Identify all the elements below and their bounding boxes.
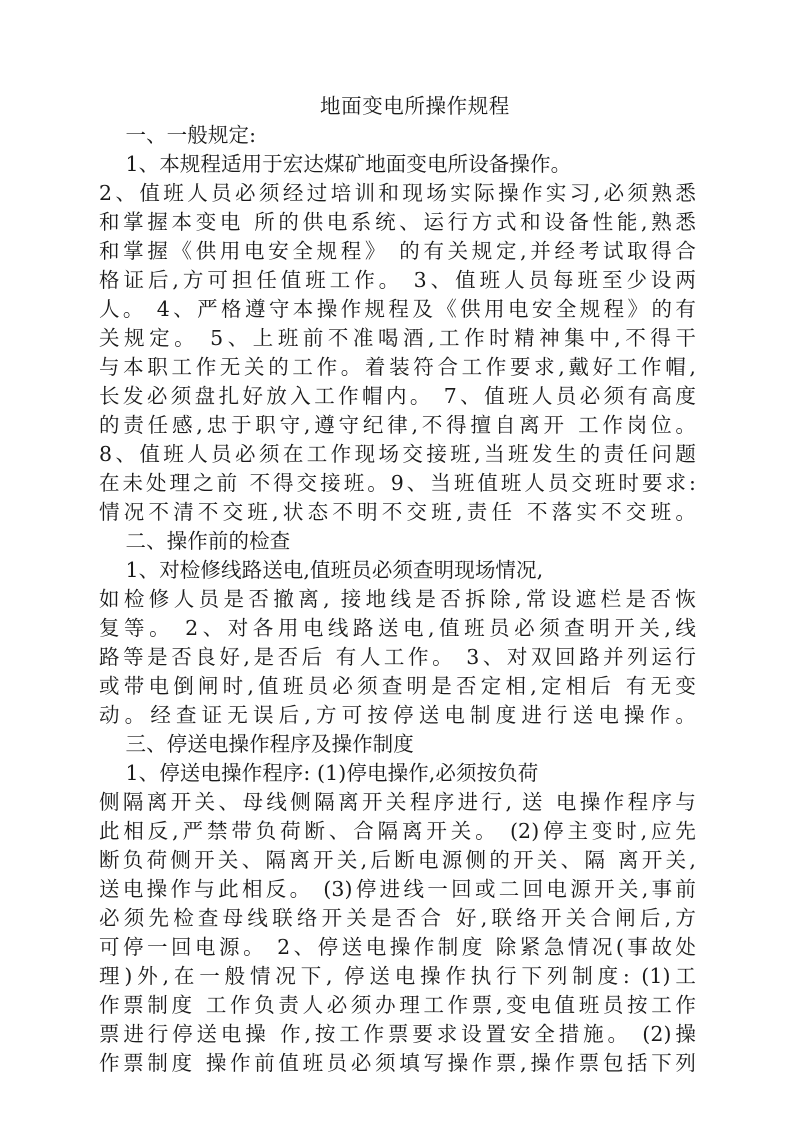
text-line: 在未处理之前 不得交接班。9、当班值班人员交班时要求:: [99, 471, 696, 495]
text-line: 可停一回电源。 2、停送电操作制度 除紧急情况(事故处: [99, 935, 696, 959]
text-line: 8、值班人员必须在工作现场交接班,当班发生的责任问题: [99, 442, 696, 466]
text-line: 此相反,严禁带负荷断、合隔离开关。 (2)停主变时,应先: [99, 819, 696, 843]
text-line: 二、操作前的检查: [99, 529, 291, 553]
text-line: 和掌握《供用电安全规程》 的有关规定,并经考试取得合: [99, 239, 696, 263]
text-line: 作票制度 操作前值班员必须填写操作票,操作票包括下列: [99, 1051, 696, 1075]
text-line: 关规定。 5、上班前不准喝酒,工作时精神集中,不得干: [99, 326, 696, 350]
text-line: 侧隔离开关、母线侧隔离开关程序进行, 送 电操作程序与: [99, 790, 696, 814]
text-line: 如检修人员是否撤离, 接地线是否拆除,常设遮栏是否恢: [99, 587, 696, 611]
text-line: 人。 4、严格遵守本操作规程及《供用电安全规程》的有: [99, 297, 696, 321]
text-line: 与本职工作无关的工作。着装符合工作要求,戴好工作帽,: [99, 355, 696, 379]
text-line: 作票制度 工作负责人必须办理工作票,变电值班员按工作: [99, 993, 696, 1017]
text-line: 路等是否良好,是否后 有人工作。 3、对双回路并列运行: [99, 645, 696, 669]
text-line: 1、对检修线路送电,值班员必须查明现场情况,: [99, 558, 544, 582]
text-line: 和掌握本变电 所的供电系统、运行方式和设备性能,熟悉: [99, 210, 696, 234]
text-line: 三、停送电操作程序及操作制度: [99, 732, 414, 756]
text-line: 的责任感,忠于职守,遵守纪律,不得擅自离开 工作岗位。: [99, 413, 696, 437]
document-body: [99, 92, 696, 1078]
page-title: 地面变电所操作规程: [320, 94, 510, 118]
text-line: 断负荷侧开关、隔离开关,后断电源侧的开关、隔 离开关,: [99, 848, 696, 872]
text-line: 长发必须盘扎好放入工作帽内。 7、值班人员必须有高度: [99, 384, 696, 408]
text-line: 动。经查证无误后,方可按停送电制度进行送电操作。: [99, 703, 696, 727]
text-line: 必须先检查母线联络开关是否合 好,联络开关合闸后,方: [99, 906, 696, 930]
text-line: 1、本规程适用于宏达煤矿地面变电所设备操作。: [99, 152, 572, 176]
text-line: 送电操作与此相反。 (3)停进线一回或二回电源开关,事前: [99, 877, 696, 901]
text-line: 复等。 2、对各用电线路送电,值班员必须查明开关,线: [99, 616, 696, 640]
document-text-block: [99, 121, 696, 1078]
text-line: 理)外,在一般情况下, 停送电操作执行下列制度: (1)工: [99, 964, 696, 988]
text-line: 一、一般规定:: [99, 123, 257, 147]
text-line: 2、值班人员必须经过培训和现场实际操作实习,必须熟悉: [99, 181, 696, 205]
text-line: 票进行停送电操 作,按工作票要求设置安全措施。 (2)操: [99, 1022, 696, 1046]
text-line: 情况不清不交班,状态不明不交班,责任 不落实不交班。: [99, 500, 696, 524]
text-line: 或带电倒闸时,值班员必须查明是否定相,定相后 有无变: [99, 674, 696, 698]
text-line: 格证后,方可担任值班工作。 3、值班人员每班至少设两: [99, 268, 696, 292]
text-line: 1、停送电操作程序: (1)停电操作,必须按负荷: [99, 761, 539, 785]
